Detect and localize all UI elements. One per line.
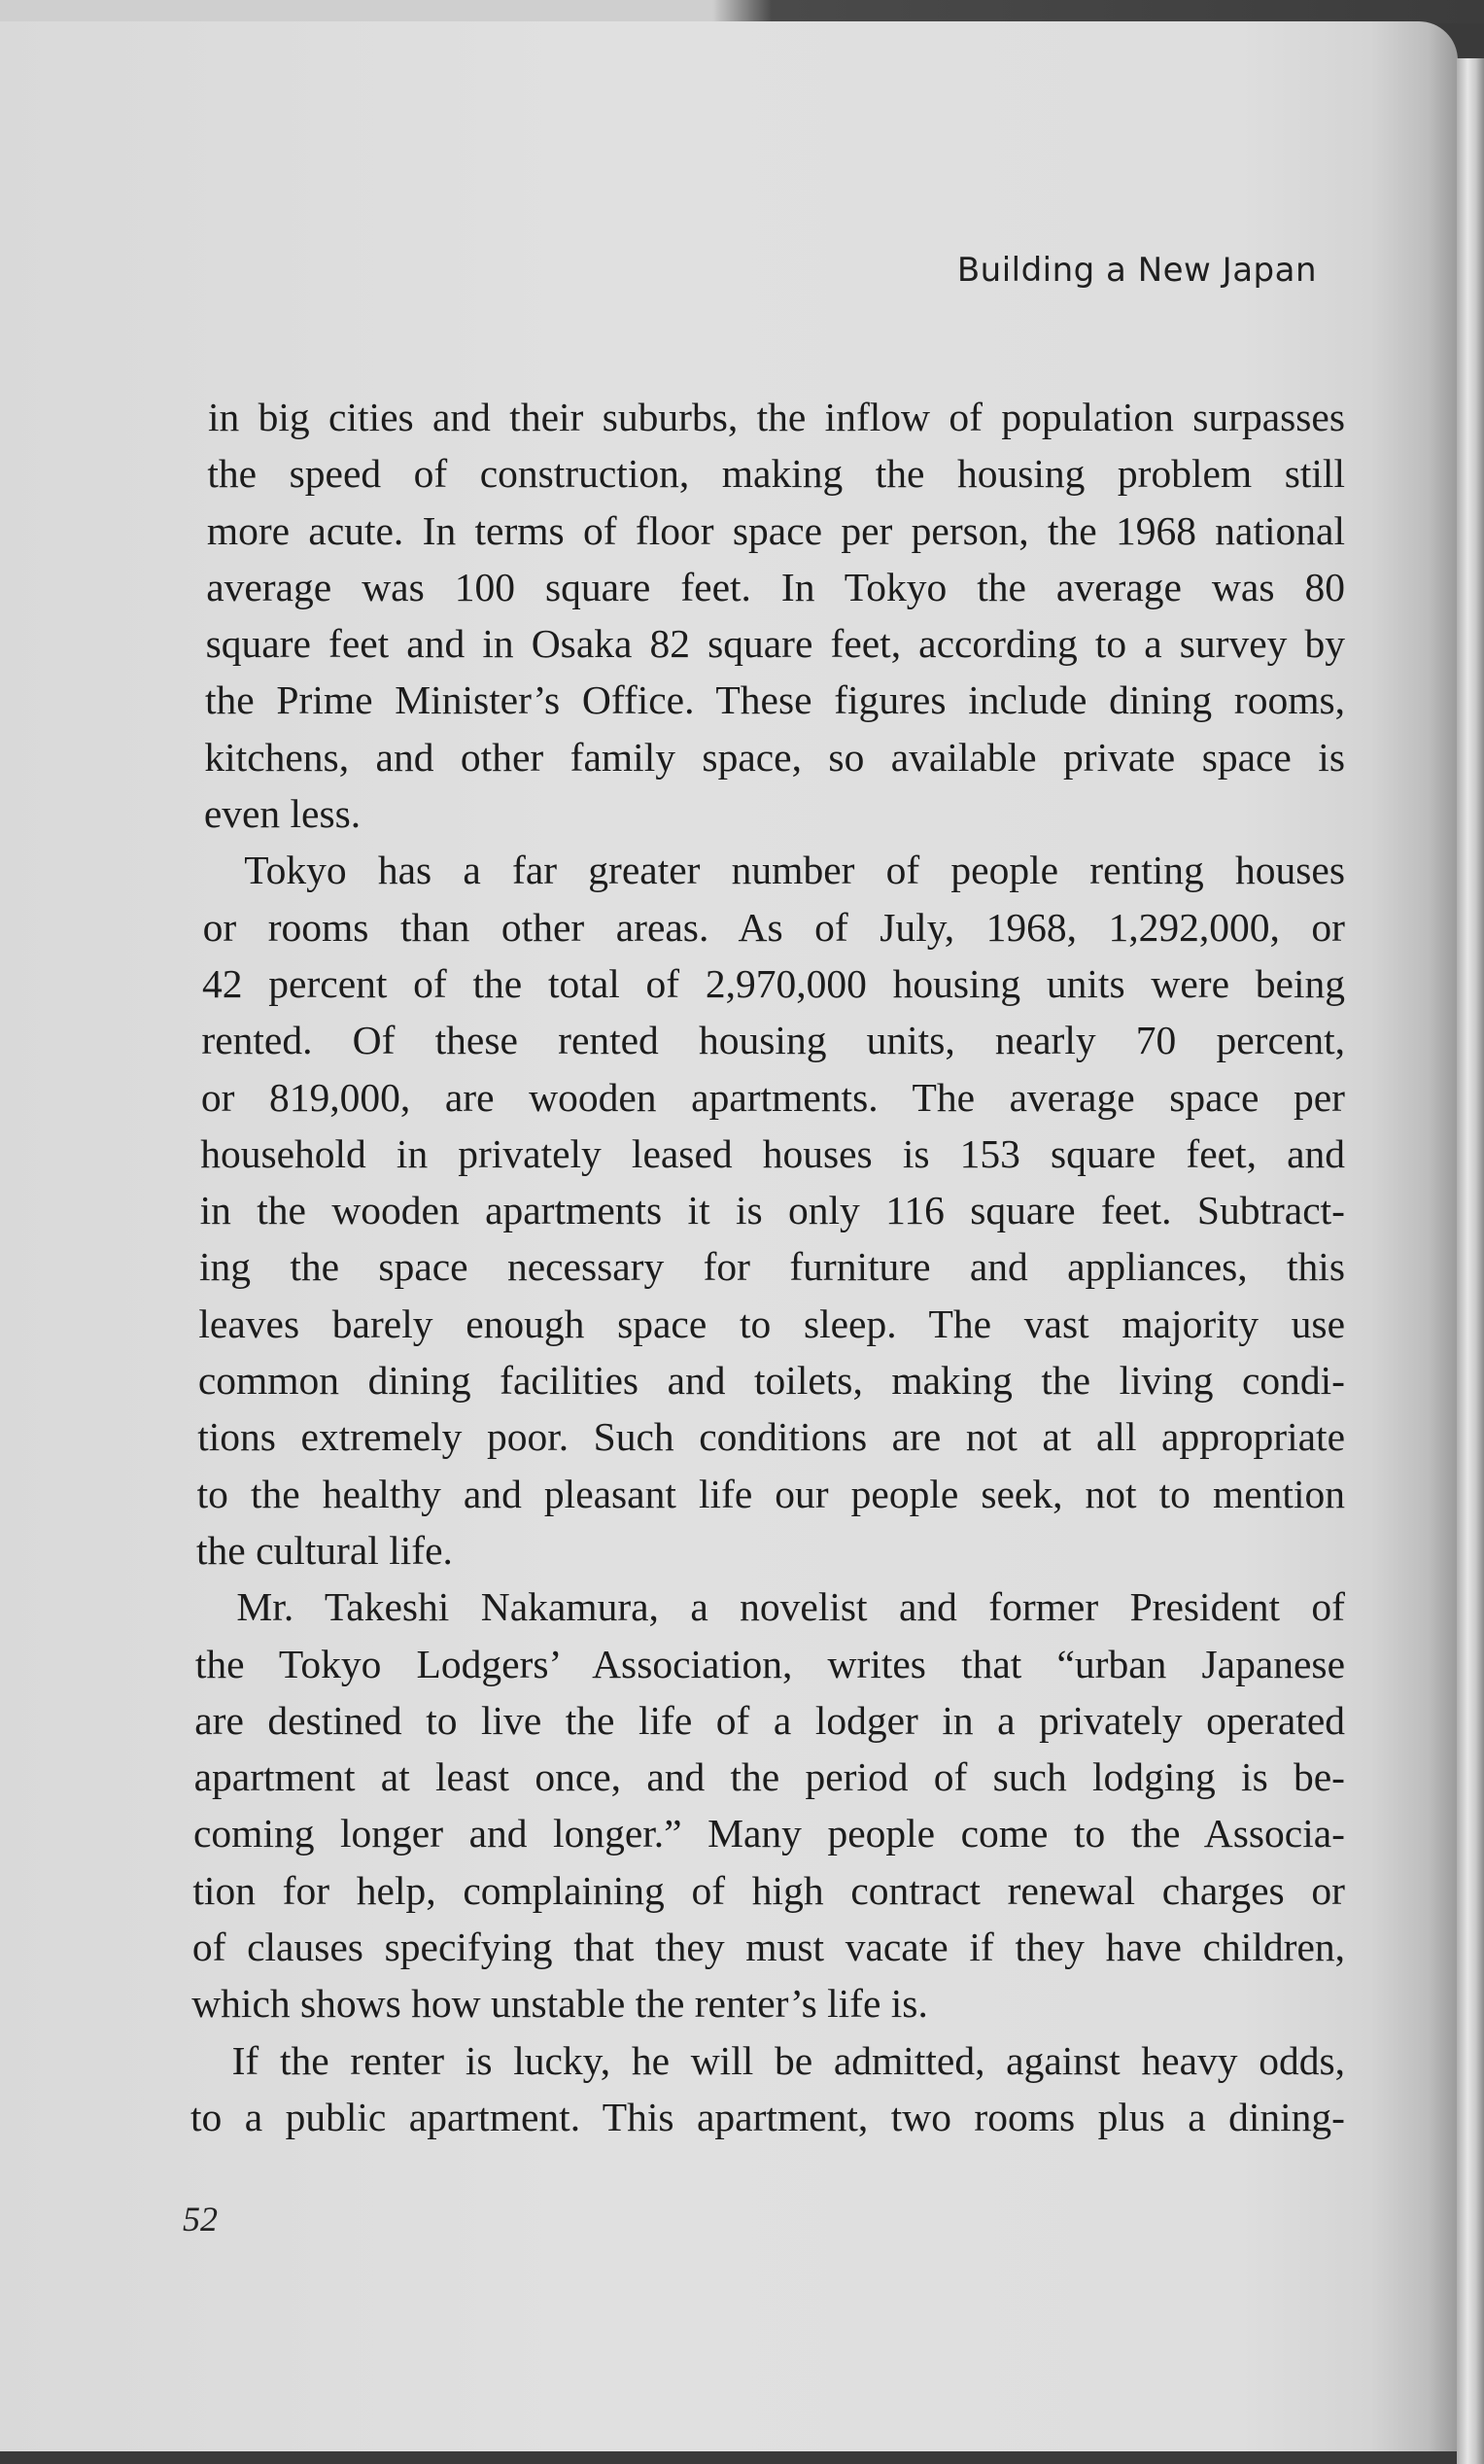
text-line: are destined to live the life of a lodger in a privately operated [194, 1697, 1345, 1743]
text-line: the cultural life. [196, 1527, 453, 1573]
text-line: square feet and in Osaka 82 square feet, according to a survey by [205, 621, 1345, 667]
text-line: or 819,000, are wooden apartments. The average space per [200, 1074, 1345, 1120]
text-line: more acute. In terms of floor space per person, the 1968 national [206, 507, 1345, 553]
text-line: in the wooden apartments it is only 116 square feet. Subtract- [199, 1188, 1345, 1233]
text-line: the speed of construction, making the housing problem still [207, 451, 1345, 497]
body-text [190, 389, 1345, 2145]
text-line: apartment at least once, and the period of such lodging is be- [193, 1754, 1345, 1800]
text-line: which shows how unstable the renter’s life is. [191, 1981, 928, 2027]
text-line: in big cities and their suburbs, the inflow of population surpasses [208, 395, 1345, 439]
text-line: Mr. Takeshi Nakamura, a novelist and former President of [236, 1584, 1345, 1630]
text-line: even less. [203, 791, 362, 837]
text-line: to a public apartment. This apartment, two rooms plus a dining- [190, 2094, 1345, 2139]
text-line: coming longer and longer.” Many people come to the Associa- [193, 1811, 1345, 1857]
text-line: household in privately leased houses is 153 square feet, and [200, 1130, 1345, 1176]
text-line: common dining facilities and toilets, making the living condi- [197, 1358, 1345, 1404]
text-line: average was 100 square feet. In Tokyo the average was 80 [206, 564, 1345, 609]
text-line: leaves barely enough space to sleep. The vast majority use [198, 1301, 1345, 1346]
page-number: 52 [183, 2200, 218, 2238]
page-edge [1457, 58, 1484, 2464]
text-line: the Tokyo Lodgers’ Association, writes that “urban Japanese [194, 1641, 1345, 1686]
text-line: If the renter is lucky, he will be admitted, against heavy odds, [231, 2037, 1345, 2083]
book-cover-edge [0, 0, 1484, 23]
text-line: kitchens, and other family space, so available private space is [204, 734, 1345, 780]
text-line: of clauses specifying that they must vacate if they have children, [191, 1925, 1345, 1970]
text-line: Tokyo has a far greater number of people renting houses [244, 848, 1345, 893]
text-line: 42 percent of the total of 2,970,000 housing units were being [202, 960, 1345, 1006]
text-line: to the healthy and pleasant life our people seek, not to mention [196, 1471, 1345, 1516]
text-line: rented. Of these rented housing units, nearly 70 percent, [201, 1018, 1345, 1063]
text-line: tions extremely poor. Such conditions are not at all appropriate [197, 1414, 1345, 1460]
text-line: tion for help, complaining of high contract renewal charges or [192, 1867, 1345, 1913]
text-line: the Prime Minister’s Office. These figures include dining rooms, [205, 677, 1345, 723]
text-line: or rooms than other areas. As of July, 1968, 1,292,000, or [202, 904, 1345, 950]
running-head: Building a New Japan [956, 251, 1317, 290]
text-line: ing the space necessary for furniture and appliances, this [199, 1244, 1345, 1290]
book-page [0, 21, 1458, 2451]
